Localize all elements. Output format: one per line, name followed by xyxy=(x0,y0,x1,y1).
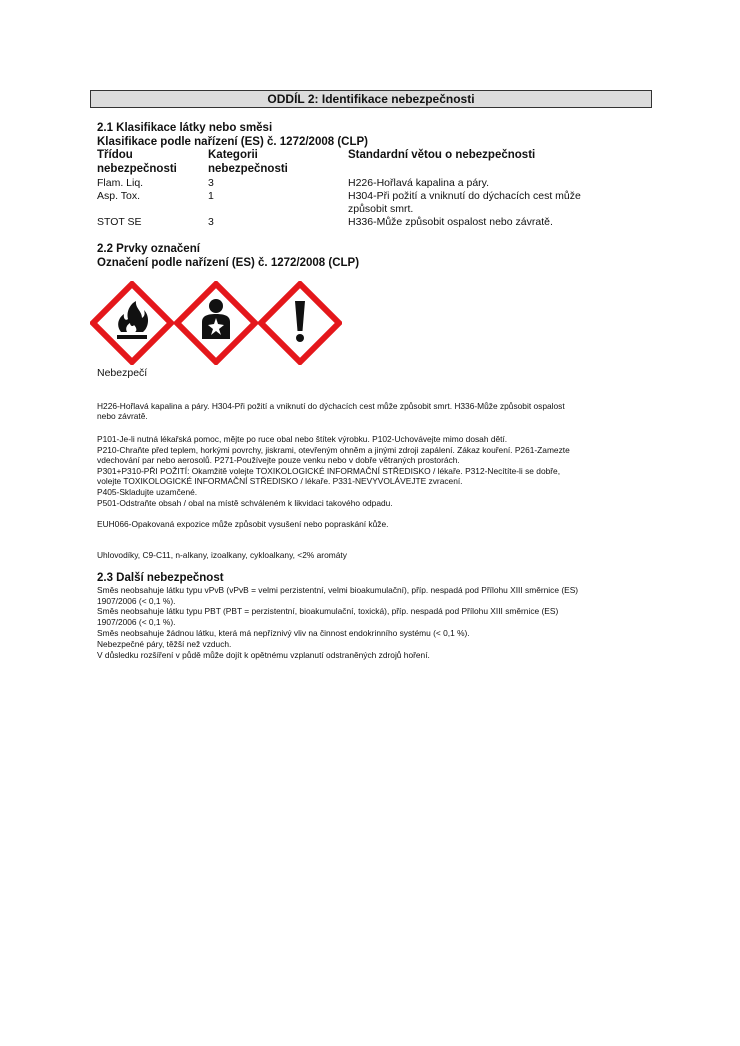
row-class: Asp. Tox. xyxy=(97,190,140,202)
other-hazard-line: Směs neobsahuje látku typu vPvB (vPvB = velmi perzistentní, velmi bioakumulační), příp. nespadá pod Přílohu XIII směrnice (ES) xyxy=(97,585,579,595)
precautionary-statement: volejte TOXIKOLOGICKÉ INFORMAČNÍ STŘEDISKO / lékaře. P331-NEVYVOLÁVEJTE zvracení. xyxy=(97,476,463,486)
row-category: 3 xyxy=(208,177,214,189)
precautionary-statement: P501-Odstraňte obsah / obal na místě schváleném k likvidaci takového odpadu. xyxy=(97,498,393,508)
exclamation-pictogram-icon xyxy=(258,281,342,365)
section-title: ODDÍL 2: Identifikace nebezpečnosti xyxy=(90,90,652,108)
column-header-category: Kategorii xyxy=(208,149,258,161)
other-hazard-line: 1907/2006 (< 0,1 %). xyxy=(97,617,176,627)
section-2-1-subheading: Klasifikace podle nařízení (ES) č. 1272/2008 (CLP) xyxy=(97,136,368,148)
row-category: 3 xyxy=(208,216,214,228)
column-header-class: Třídou xyxy=(97,149,133,161)
column-header-statement: Standardní větou o nebezpečnosti xyxy=(348,149,536,161)
health-hazard-pictogram-icon xyxy=(174,281,258,365)
other-hazard-line: Nebezpečné páry, těžší než vzduch. xyxy=(97,639,232,649)
euh-statement: EUH066-Opakovaná expozice může způsobit vysušení nebo popraskání kůže. xyxy=(97,519,389,529)
row-statement: H304-Při požití a vniknutí do dýchacích cest může xyxy=(348,190,581,202)
flame-pictogram-icon xyxy=(90,281,174,365)
column-header-category-line2: nebezpečnosti xyxy=(208,163,288,175)
section-2-1-heading: 2.1 Klasifikace látky nebo směsi xyxy=(97,122,273,134)
other-hazard-line: V důsledku rozšíření v půdě může dojít k opětnému vzplanutí odstraněných zdrojů hoření. xyxy=(97,650,430,660)
precautionary-statement: P301+P310-PŘI POŽITÍ: Okamžitě volejte TOXIKOLOGICKÉ INFORMAČNÍ STŘEDISKO / lékaře. P312-Necítíte-li se dobře, xyxy=(97,466,561,476)
row-statement-continued: způsobit smrt. xyxy=(348,203,414,215)
section-2-3-heading: 2.3 Další nebezpečnost xyxy=(97,572,224,584)
hazard-statements: H226-Hořlavá kapalina a páry. H304-Při požití a vniknutí do dýchacích cest může způsobit smrt. H336-Může způsobit ospalost xyxy=(97,401,565,411)
other-hazard-line: Směs neobsahuje látku typu PBT (PBT = perzistentní, bioakumulační, toxická), příp. nespadá pod Přílohu XIII směrnice (ES) xyxy=(97,606,559,616)
row-statement: H336-Může způsobit ospalost nebo závratě. xyxy=(348,216,553,228)
precautionary-statement: vdechování par nebo aerosolů. P271-Používejte pouze venku nebo v dobře větraných prostorách. xyxy=(97,455,460,465)
column-header-class-line2: nebezpečnosti xyxy=(97,163,177,175)
row-class: STOT SE xyxy=(97,216,142,228)
section-2-2-heading: 2.2 Prvky označení xyxy=(97,243,200,255)
row-category: 1 xyxy=(208,190,214,202)
hazard-statements-continued: nebo závratě. xyxy=(97,411,148,421)
other-hazard-line: Směs neobsahuje žádnou látku, která má nepříznivý vliv na činnost endokrinního systému (< 0,1 %). xyxy=(97,628,470,638)
precautionary-statement: P101-Je-li nutná lékařská pomoc, mějte po ruce obal nebo štítek výrobku. P102-Uchovávejte mimo dosah dětí. xyxy=(97,434,508,444)
signal-word: Nebezpečí xyxy=(97,367,148,379)
row-class: Flam. Liq. xyxy=(97,177,144,189)
precautionary-statement: P405-Skladujte uzamčené. xyxy=(97,487,198,497)
composition-note: Uhlovodíky, C9-C11, n-alkany, izoalkany, cykloalkany, <2% aromáty xyxy=(97,550,347,560)
precautionary-statement: P210-Chraňte před teplem, horkými povrchy, jiskrami, otevřeným ohněm a jinými zdroji zapálení. Zákaz kouření. P261-Zamezte xyxy=(97,445,570,455)
section-2-2-subheading: Označení podle nařízení (ES) č. 1272/2008 (CLP) xyxy=(97,257,360,269)
row-statement: H226-Hořlavá kapalina a páry. xyxy=(348,177,490,189)
other-hazard-line: 1907/2006 (< 0,1 %). xyxy=(97,596,176,606)
